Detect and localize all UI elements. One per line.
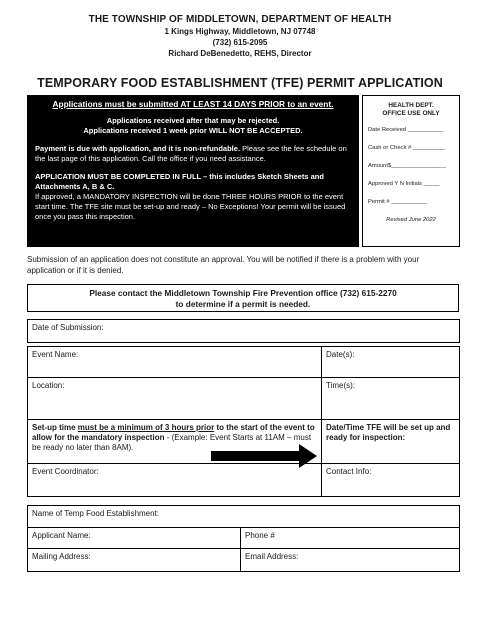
contact-info-field[interactable] (321, 463, 460, 497)
office-use-title (368, 102, 454, 118)
office-use-title-2: OFFICE USE ONLY (382, 110, 440, 117)
email-address-label: Email Address: (245, 552, 299, 561)
event-name-field[interactable] (27, 346, 322, 378)
applicant-name-field[interactable] (27, 527, 241, 549)
mailing-address-field[interactable] (27, 548, 241, 572)
contact-info-label: Contact Info: (326, 467, 372, 476)
notice-lead: Applications must be submitted AT LEAST 14 DAYS PRIOR to an event. (52, 99, 334, 109)
applicant-name-label: Applicant Name: (32, 531, 91, 540)
email-address-field[interactable] (240, 548, 460, 572)
notice-complete: APPLICATION MUST BE COMPLETED IN FULL – this includes Sketch Sheets and Attachments A, B & C. (35, 172, 324, 191)
location-field[interactable] (27, 377, 322, 420)
setup-ready-label: Date/Time TFE will be set up and ready for inspection: (326, 423, 451, 442)
fire-contact-line-1: Please contact the Middletown Township Fire Prevention office (732) 615-2270 (89, 288, 397, 298)
dates-field[interactable] (321, 346, 460, 378)
revision-date: Revised June 2022 (386, 217, 436, 223)
notice-reject-1: Applications received after that may be rejected. (106, 116, 280, 125)
fire-contact-line-2: to determine if a permit is needed. (175, 299, 311, 309)
setup-text-post: to the start of the event to allow for the mandatory inspection (32, 423, 315, 442)
times-label: Time(s): (326, 381, 356, 390)
notice-payment-bold: Payment is due with application, and it is non-refundable. (35, 144, 241, 153)
office-use-box (362, 95, 460, 247)
date-of-submission-label: Date of Submission: (32, 323, 104, 332)
event-coordinator-field[interactable] (27, 463, 322, 497)
page-title: TEMPORARY FOOD ESTABLISHMENT (TFE) PERMIT APPLICATION (37, 76, 443, 90)
setup-text-pre: Set-up time (32, 423, 78, 432)
office-amount: Amount$_________________ (368, 163, 447, 169)
notice-inspection: If approved, a MANDATORY INSPECTION will be done THREE HOURS PRIOR to the event start time. The TFE site must be set-up and ready – No Exceptions! Your permit will be issued once you pass this inspection. (35, 192, 346, 221)
notice-reject-2: Applications received 1 week prior WILL NOT BE ACCEPTED. (83, 126, 303, 135)
date-of-submission-field[interactable] (27, 319, 460, 343)
notice-box (27, 95, 359, 247)
phone-label: Phone # (245, 531, 275, 540)
office-use-title-1: HEALTH DEPT. (388, 102, 434, 109)
office-approved: Approved Y N Initials _____ (368, 181, 440, 187)
department-name: THE TOWNSHIP OF MIDDLETOWN, DEPARTMENT OF HEALTH (88, 14, 392, 25)
submission-note: Submission of an application does not constitute an approval. You will be notified if there is a problem with your application or if it is denied. (27, 255, 420, 275)
notice-payment (35, 144, 351, 164)
temp-food-establishment-field[interactable] (27, 505, 460, 528)
department-phone: (732) 615-2095 (212, 38, 268, 47)
times-field[interactable] (321, 377, 460, 420)
department-director: Richard DeBenedetto, REHS, Director (168, 49, 312, 58)
location-label: Location: (32, 381, 65, 390)
temp-food-establishment-label: Name of Temp Food Establishment: (32, 509, 160, 518)
event-coordinator-label: Event Coordinator: (32, 467, 99, 476)
phone-field[interactable] (240, 527, 460, 549)
office-cash-check: Cash or Check # __________ (368, 145, 446, 151)
event-name-label: Event Name: (32, 350, 79, 359)
office-permit: Permit # ___________ (368, 199, 427, 205)
dates-label: Date(s): (326, 350, 355, 359)
setup-example: - (Example: Event Starts at 11AM – must be ready no later than 8AM). (32, 433, 312, 452)
fire-contact-box (27, 284, 459, 312)
setup-ready-field[interactable] (321, 419, 460, 464)
setup-text-underline: must be a minimum of 3 hours prior (77, 423, 215, 432)
office-date-received: Date Received ___________ (368, 127, 444, 133)
notice-payment-rest: Please see the fee schedule on the last page of this application. Call the office if you need assistance. (35, 144, 347, 163)
mailing-address-label: Mailing Address: (32, 552, 91, 561)
department-address: 1 Kings Highway, Middletown, NJ 07748 (164, 27, 316, 36)
